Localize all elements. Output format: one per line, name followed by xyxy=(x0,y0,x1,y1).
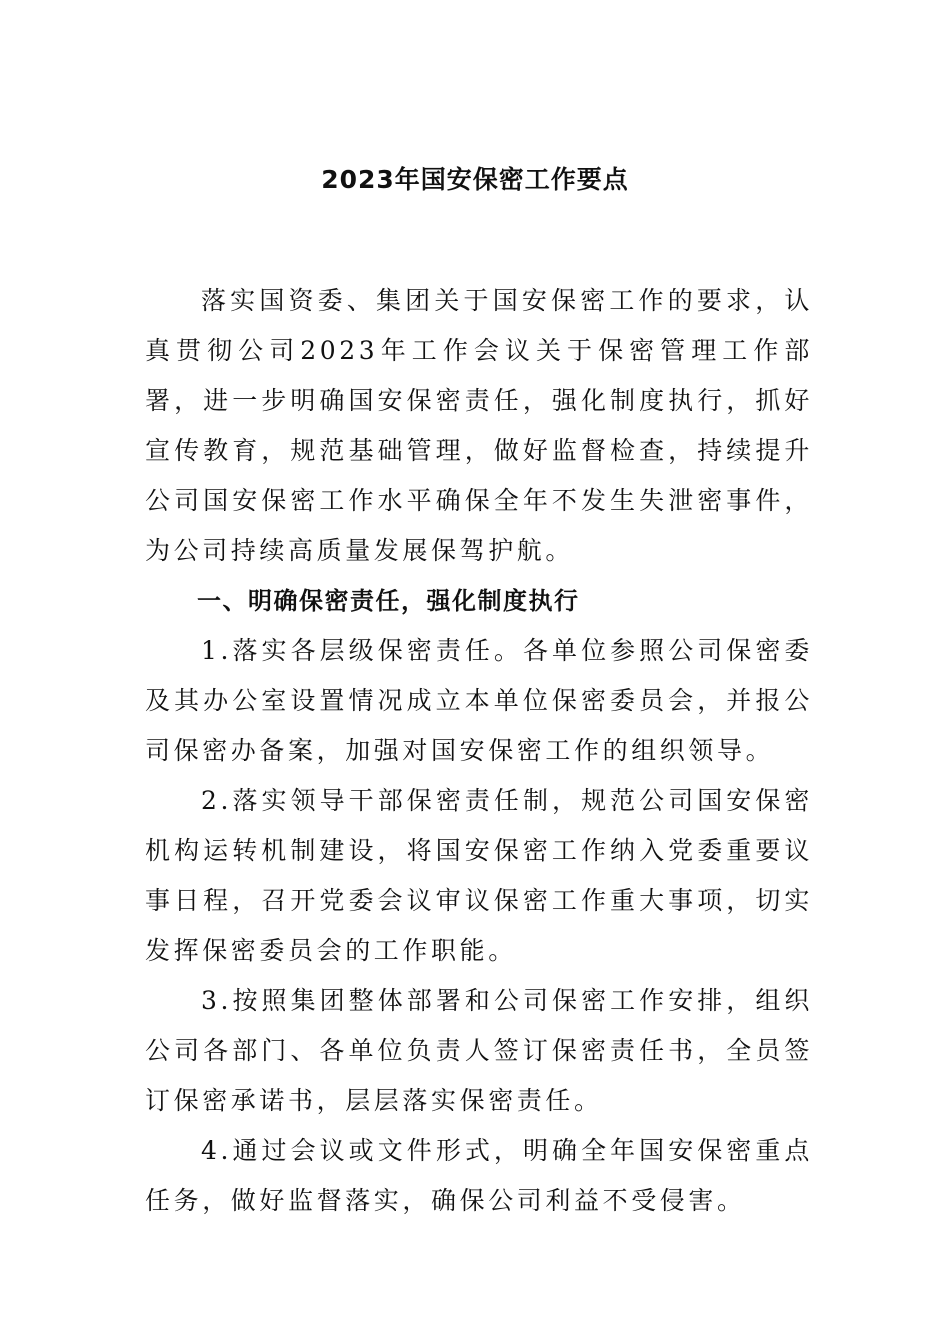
section-heading: 一、明确保密责任，强化制度执行 xyxy=(197,587,580,615)
document-title: 2023年国安保密工作要点 xyxy=(321,165,629,194)
intro-paragraph: 落实国资委、集团关于国安保密工作的要求，认真贯彻公司2023年工作会议关于保密管理工作部署，进一步明确国安保密责任，强化制度执行，抓好宣传教育，规范基础管理，做好监督检查，持续提升公司国安保密工作水平确保全年不发生失泄密事件，为公司持续高质量发展保驾护航。 xyxy=(145,286,813,565)
list-item: 4.通过会议或文件形式，明确全年国安保密重点任务，做好监督落实，确保公司利益不受侵害。 xyxy=(145,1136,813,1215)
list-item: 1.落实各层级保密责任。各单位参照公司保密委及其办公室设置情况成立本单位保密委员会，并报公司保密办备案，加强对国安保密工作的组织领导。 xyxy=(145,636,813,765)
list-item: 3.按照集团整体部署和公司保密工作安排，组织公司各部门、各单位负责人签订保密责任书，全员签订保密承诺书，层层落实保密责任。 xyxy=(145,986,813,1115)
list-item: 2.落实领导干部保密责任制，规范公司国安保密机构运转机制建设，将国安保密工作纳入党委重要议事日程，召开党委会议审议保密工作重大事项，切实发挥保密委员会的工作职能。 xyxy=(145,786,813,965)
document-body xyxy=(145,276,813,1226)
